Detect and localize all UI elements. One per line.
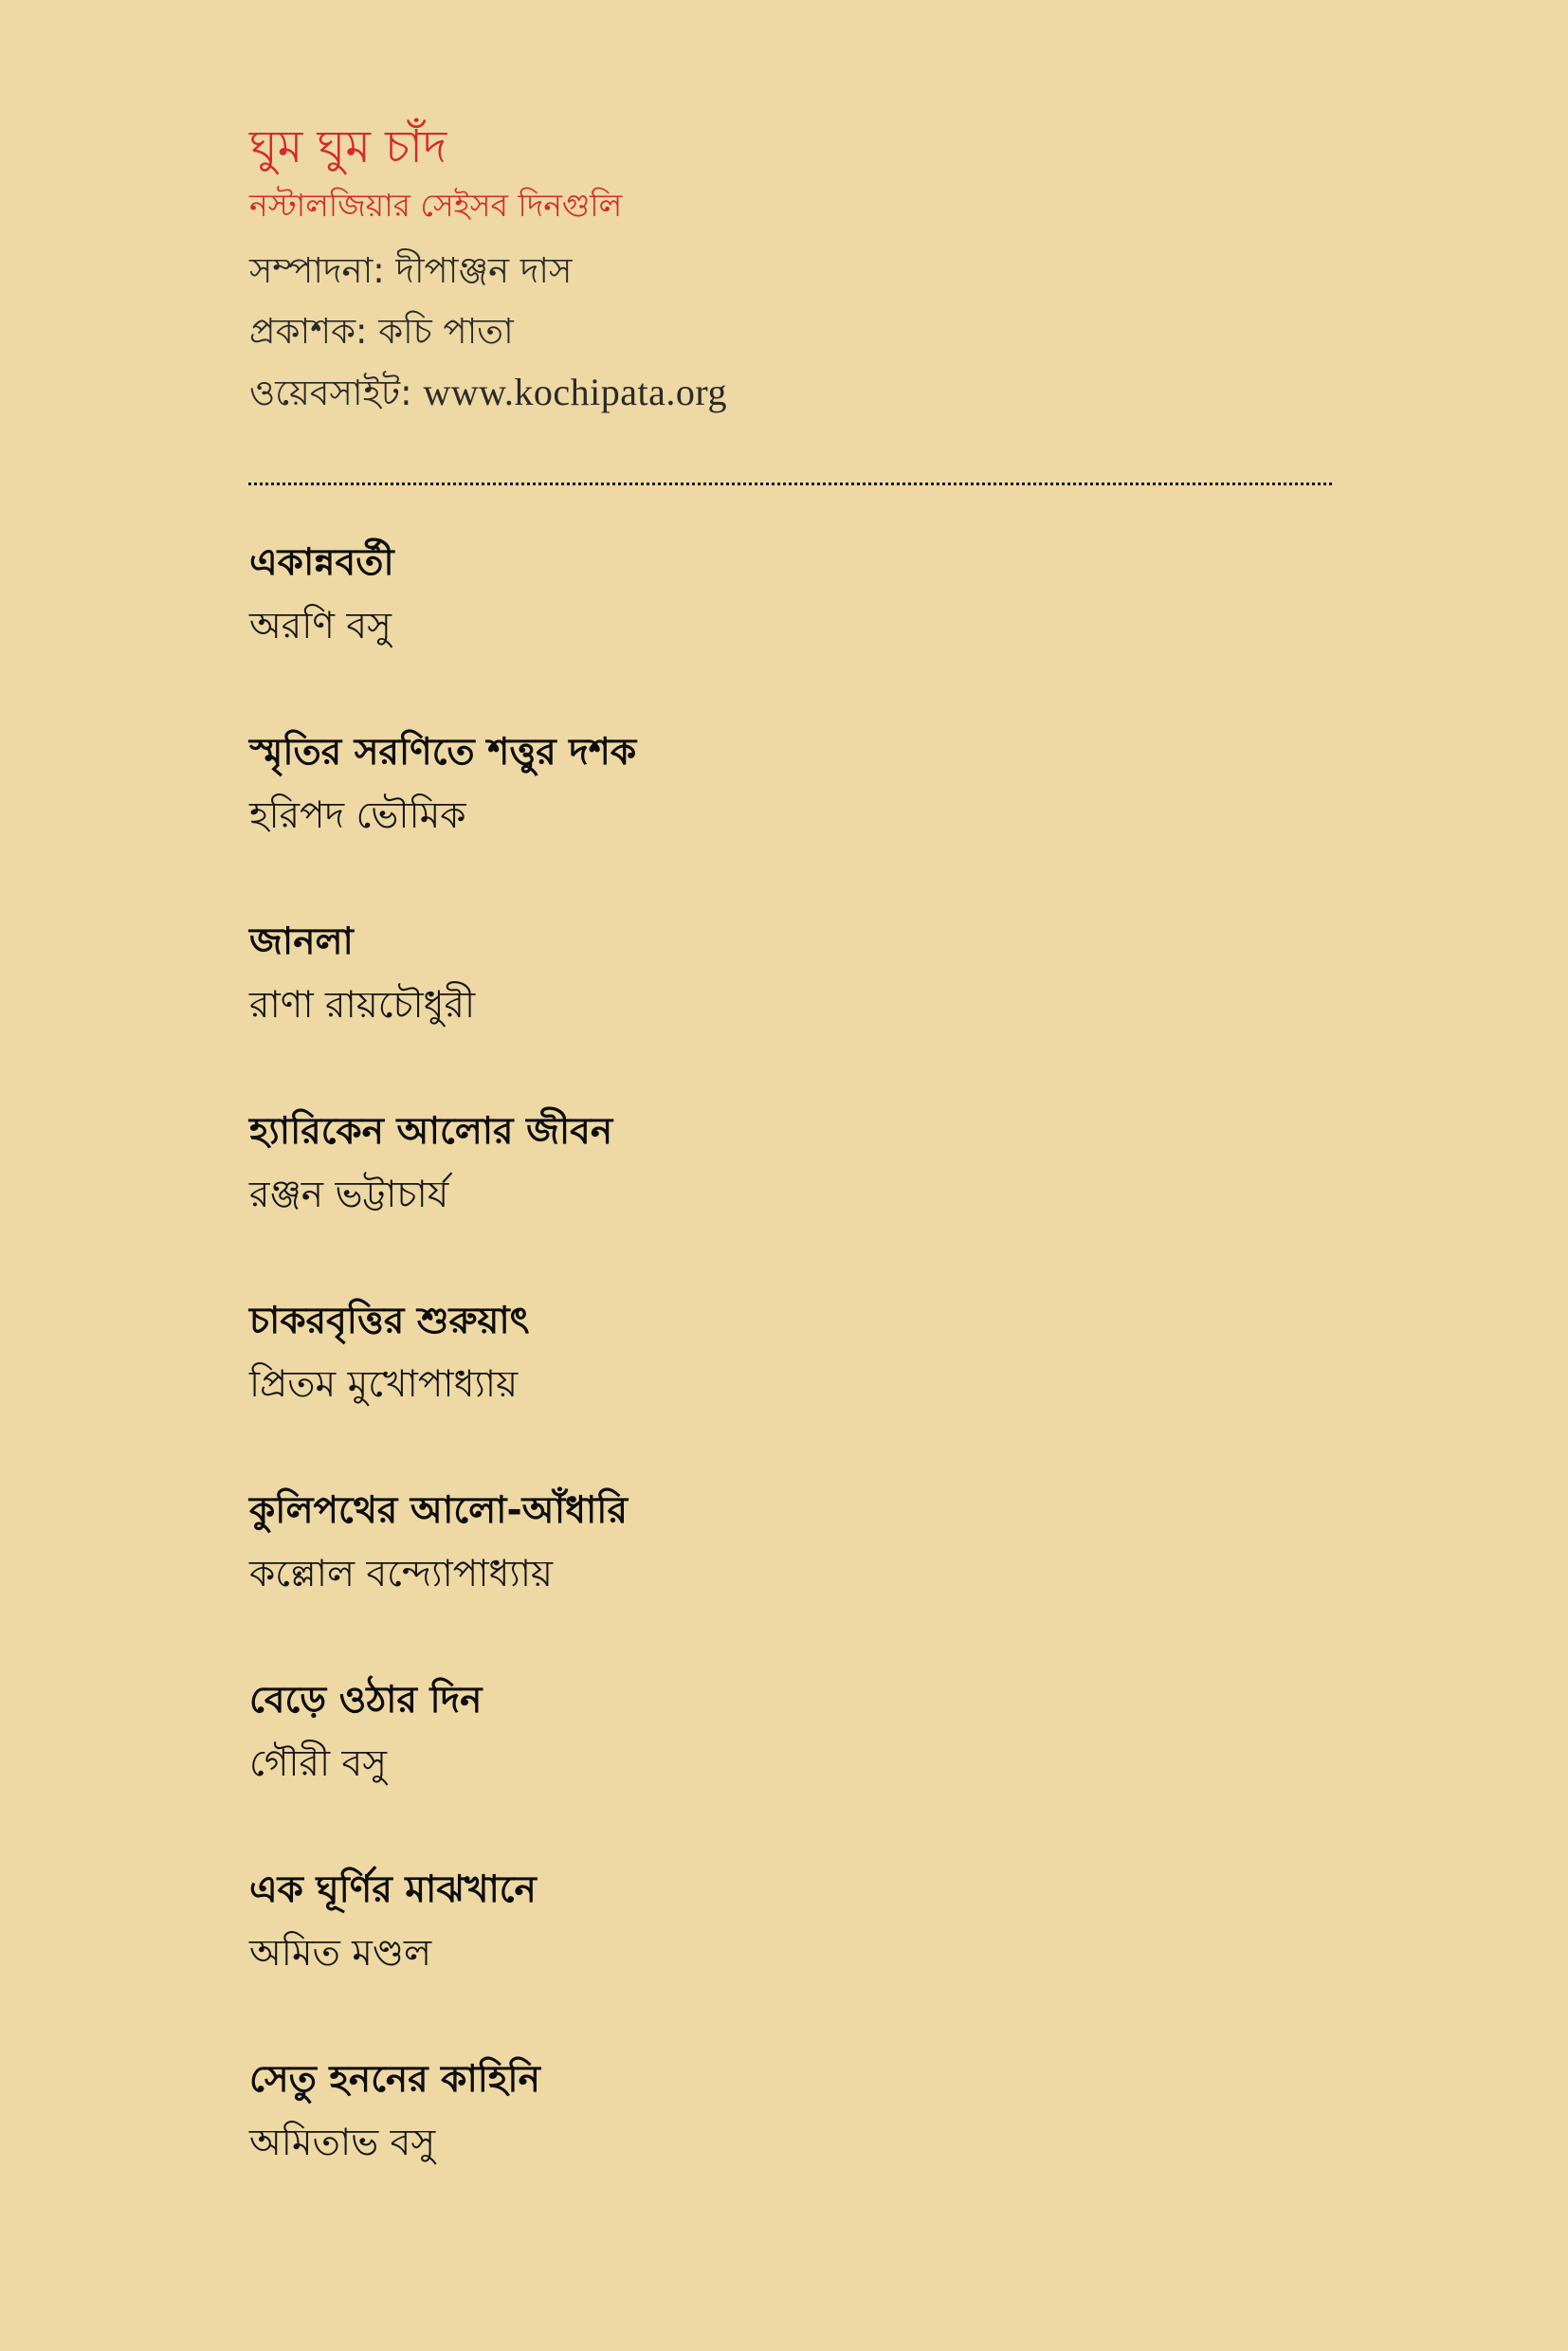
entry-author: হরিপদ ভৌমিক bbox=[249, 794, 466, 837]
toc-entry bbox=[249, 1670, 1332, 1860]
entry-author: রঞ্জন ভট্টাচার্য bbox=[249, 1174, 449, 1216]
entry-author: গৌরী বসু bbox=[249, 1742, 388, 1785]
toc-entry bbox=[249, 1102, 1332, 1291]
book-header bbox=[249, 112, 1332, 424]
entry-author: প্রিতম মুখোপাধ্যায় bbox=[249, 1363, 519, 1406]
publisher-name: কচি পাতা bbox=[378, 311, 514, 352]
publisher-line bbox=[249, 301, 1332, 362]
table-of-contents bbox=[249, 533, 1332, 2239]
entry-author: রাণা রায়চৌধুরী bbox=[249, 984, 476, 1027]
entry-author: অরণি বসু bbox=[249, 605, 392, 647]
entry-title: হ্যারিকেন আলোর জীবন bbox=[249, 1110, 613, 1153]
website-line bbox=[249, 362, 1332, 424]
entry-title: একান্নবর্তী bbox=[249, 541, 394, 584]
toc-entry bbox=[249, 1291, 1332, 1481]
website-url: www.kochipata.org bbox=[423, 371, 727, 413]
editor-label: সম্পাদনা: bbox=[249, 250, 385, 291]
publisher-label: প্রকাশক: bbox=[249, 311, 368, 352]
website-label: ওয়েবসাইট: bbox=[249, 373, 412, 413]
entry-title: কুলিপথের আলো-আঁধারি bbox=[249, 1489, 628, 1532]
entry-author: কল্লোল বন্দ্যোপাধ্যায় bbox=[249, 1553, 553, 1595]
dotted-divider bbox=[248, 483, 1332, 485]
entry-title: বেড়ে ওঠার দিন bbox=[249, 1679, 483, 1722]
entry-author: অমিতাভ বসু bbox=[249, 2122, 436, 2164]
toc-entry bbox=[249, 912, 1332, 1102]
book-meta bbox=[249, 241, 1332, 424]
toc-entry bbox=[249, 1481, 1332, 1670]
editor-name: দীপাঞ্জন দাস bbox=[395, 250, 573, 291]
editor-line bbox=[249, 241, 1332, 301]
toc-entry bbox=[249, 2050, 1332, 2239]
entry-author: অমিত মণ্ডল bbox=[249, 1932, 432, 1975]
book-subtitle: নস্টালজিয়ার সেইসব দিনগুলি bbox=[249, 187, 623, 224]
entry-title: চাকরবৃত্তির শুরুয়াৎ bbox=[249, 1300, 530, 1342]
entry-title: সেতু হননের কাহিনি bbox=[249, 2058, 540, 2101]
entry-title: স্মৃতির সরণিতে শত্তুর দশক bbox=[249, 731, 637, 774]
toc-entry bbox=[249, 533, 1332, 722]
entry-title: এক ঘূর্ণির মাঝখানে bbox=[249, 1868, 537, 1911]
toc-entry bbox=[249, 1860, 1332, 2050]
entry-title: জানলা bbox=[249, 920, 354, 963]
book-title: ঘুম ঘুম চাঁদ bbox=[249, 120, 447, 173]
toc-entry bbox=[249, 722, 1332, 912]
